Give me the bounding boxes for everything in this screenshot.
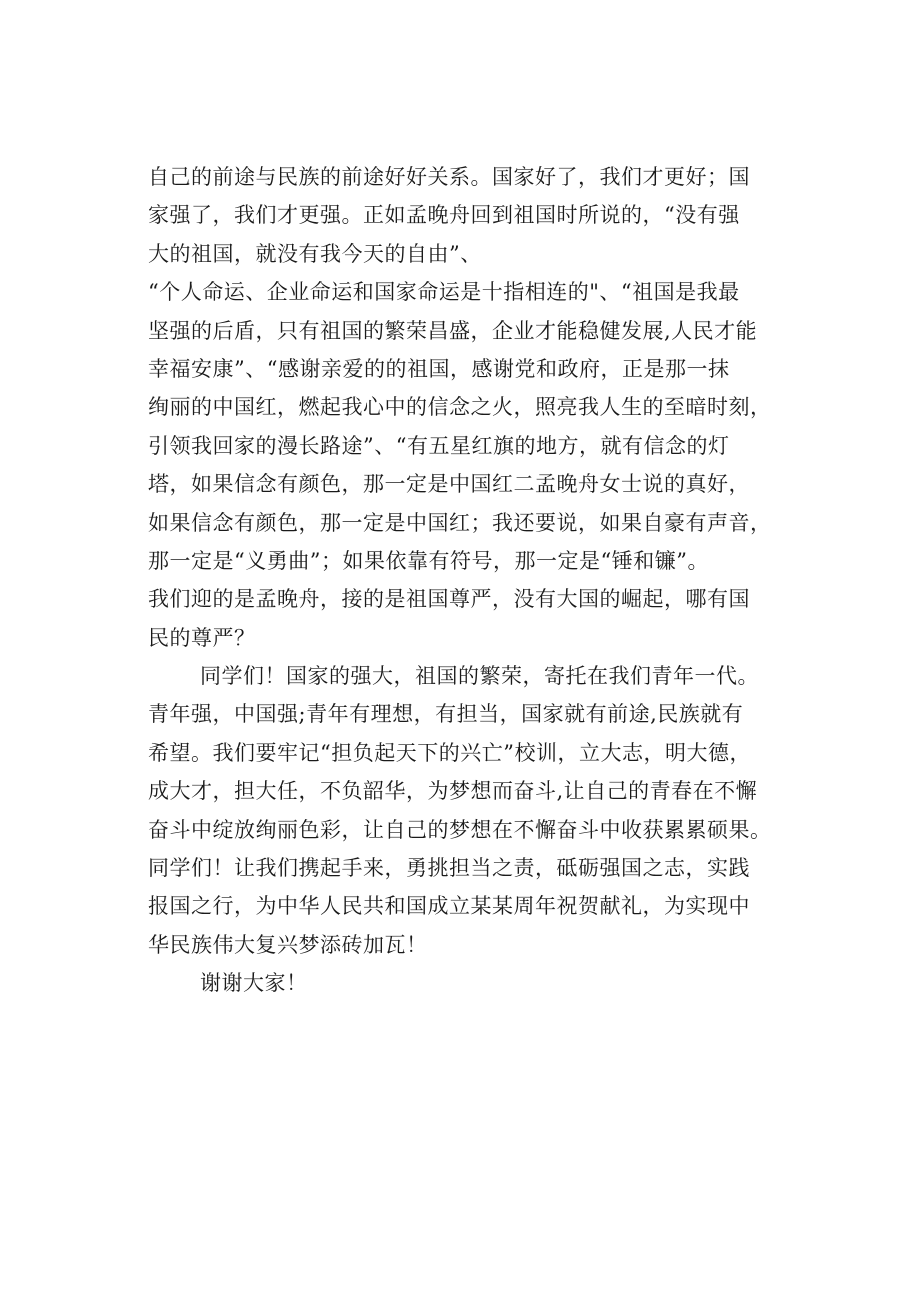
text-line: 绚丽的中国红，燃起我心中的信念之火，照亮我人生的至暗时刻， [148,395,772,420]
text-line: “个人命运、企业命运和国家命运是十指相连的"、“祖国是我最 [148,280,740,305]
text-line: 幸福安康”、“感谢亲爱的的祖国，感谢党和政府，正是那一抹 [148,356,730,381]
closing-line: 谢谢大家！ [200,971,308,996]
text-line: 大的祖国，就没有我今天的自由”、 [148,241,482,266]
text-line: 塔，如果信念有颜色，那一定是中国红二孟晚舟女士说的真好， [148,472,750,497]
paragraph-1 [148,158,808,657]
text-line: 民的尊严？ [148,625,256,650]
text-line: 那一定是“义勇曲”；如果依靠有符号，那一定是“锤和镰”。 [148,548,709,573]
closing-paragraph [148,964,808,1002]
text-line: 同学们！让我们携起手来，勇挑担当之责，砥砺强国之志，实践 [148,856,750,881]
text-line: 报国之行，为中华人民共和国成立某某周年祝贺献礼，为实现中 [148,894,750,919]
text-line: 如果信念有颜色，那一定是中国红；我还要说，如果自豪有声音， [148,510,772,535]
text-line: 青年强，中国强;青年有理想，有担当，国家就有前途,民族就有 [148,702,744,727]
text-line: 我们迎的是孟晚舟，接的是祖国尊严，没有大国的崛起，哪有国 [148,587,750,612]
text-line: 奋斗中绽放绚丽色彩，让自己的梦想在不懈奋斗中收获累累硕果。 [148,817,772,842]
text-line: 希望。我们要牢记“担负起天下的兴亡”校训，立大志，明大德， [148,740,751,765]
speech-text [148,158,808,1003]
text-line: 家强了，我们才更强。正如孟晚舟回到祖国时所说的，“没有强 [148,203,740,228]
text-line: 华民族伟大复兴梦添砖加瓦！ [148,932,428,957]
text-line: 坚强的后盾，只有祖国的繁荣昌盛，企业才能稳健发展,人民才能 [148,318,758,343]
paragraph-2 [148,657,808,964]
text-line: 自己的前途与民族的前途好好关系。国家好了，我们才更好；国 [148,165,750,189]
text-line: 同学们！国家的强大，祖国的繁荣，寄托在我们青年一代。 [200,664,759,689]
text-line: 引领我回家的漫长路途”、“有五星红旗的地方，就有信念的灯 [148,433,730,458]
text-line: 成大才，担大任，不负韶华，为梦想而奋斗,让自己的青春在不懈 [148,779,758,804]
